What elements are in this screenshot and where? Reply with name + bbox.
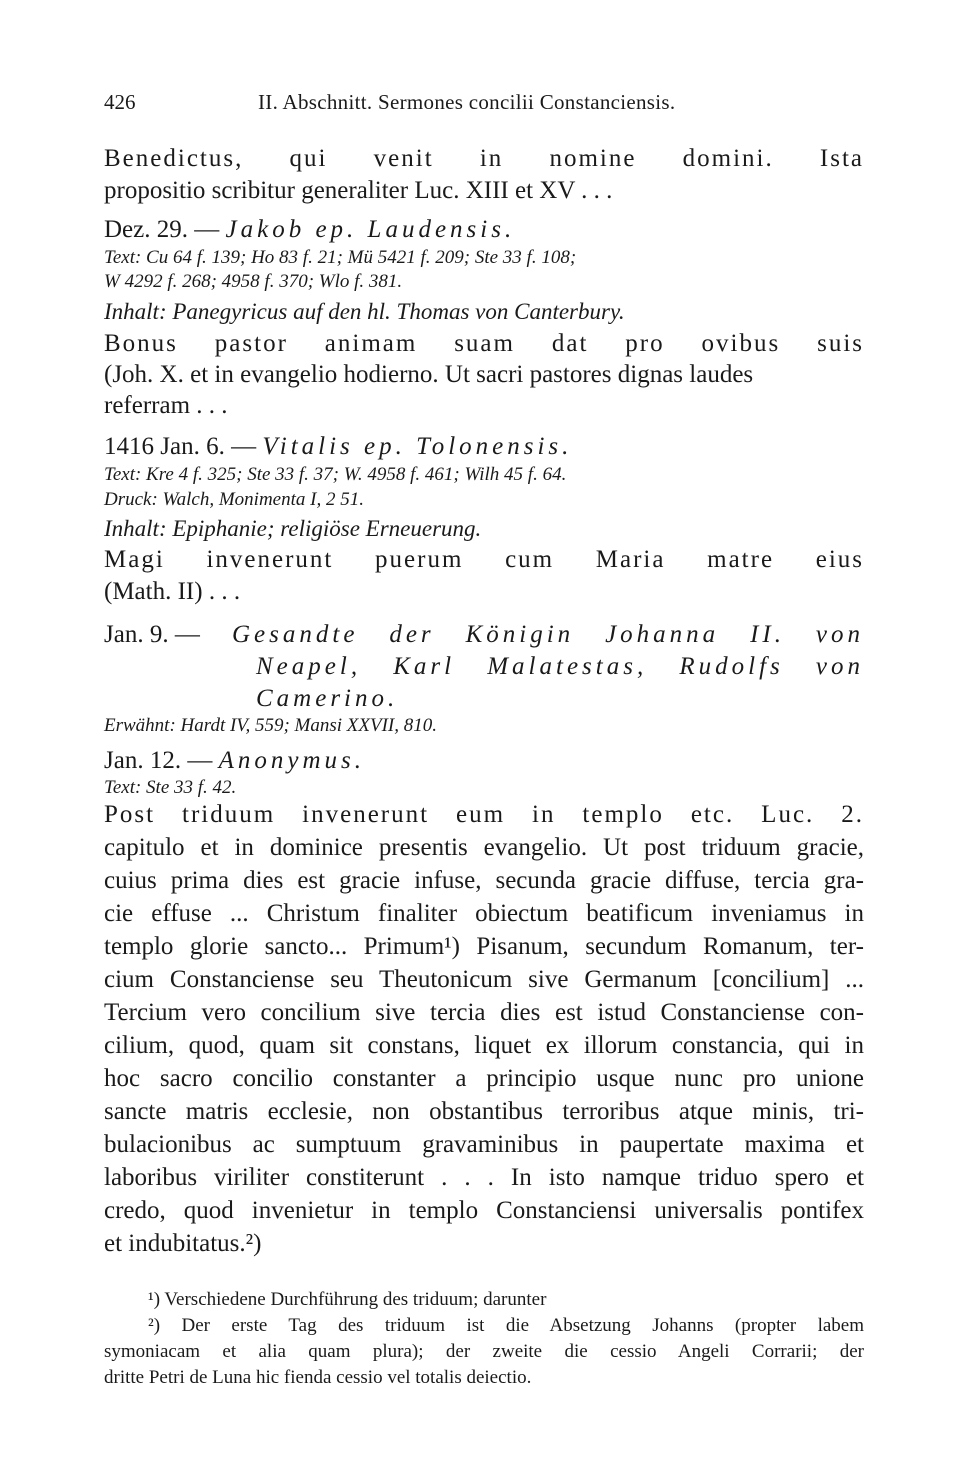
entry-incipit: referram . . . — [104, 392, 228, 419]
entry-incipit: (Joh. X. et in evangelio hodierno. Ut sacri pastores dignas laudes — [104, 361, 754, 388]
footnote: dritte Petri de Luna hic fienda cessio vel totalis deiectio. — [104, 1367, 532, 1388]
body-line: cilium, quod, quam sit constans, liquet ex illorum constancia, qui in — [104, 1032, 864, 1059]
entry-heading — [104, 434, 864, 459]
text-sources: Text: Ste 33 f. 42. — [104, 777, 237, 798]
entry-date: Dez. 29. — — [104, 216, 220, 243]
body-line: credo, quod invenietur in templo Constanciensi universalis pontifex — [104, 1197, 864, 1224]
body-line: laboribus viriliter constiterunt . . . In isto namque triduo spero et — [104, 1164, 864, 1191]
entry-incipit: Magi invenerunt puerum cum Maria matre eius — [104, 546, 864, 573]
body-line: cium Constanciense seu Theutonicum sive Germanum [concilium] ... — [104, 966, 864, 993]
preacher-name: Anonymus. — [218, 747, 365, 774]
body-line: cuius prima dies est gracie infuse, secunda gracie diffuse, tercia gra- — [104, 867, 864, 894]
body-line: hoc sacro concilio constanter a principio usque nunc pro unione — [104, 1065, 864, 1092]
inhalt-line: Inhalt: Epiphanie; religiöse Erneuerung. — [104, 516, 482, 541]
entry-date: Jan. 9. — — [104, 621, 200, 648]
body-line: capitulo et in dominice presentis evangelio. Ut post triduum gracie, — [104, 834, 864, 861]
preacher-name: Jakob ep. Laudensis. — [225, 216, 516, 243]
body-line: templo glorie sancto... Primum¹) Pisanum, secundum Romanum, ter- — [104, 933, 864, 960]
body-line: et indubitatus.²) — [104, 1230, 262, 1257]
entry-heading — [104, 748, 864, 773]
footnote: ¹) Verschiedene Durchführung des triduum; darunter — [148, 1289, 547, 1310]
preacher-name: Gesandte der Königin Johanna II. von — [232, 621, 864, 648]
text-sources: W 4292 f. 268; 4958 f. 370; Wlo f. 381. — [104, 271, 403, 292]
erwaehnt-line: Erwähnt: Hardt IV, 559; Mansi XXVII, 810. — [104, 715, 438, 736]
body-line: sancte matris ecclesie, non obstantibus terroribus atque minis, tri- — [104, 1098, 864, 1125]
body-line: Post triduum invenerunt eum in templo etc. Luc. 2. — [104, 801, 864, 828]
footnote: symoniacam et alia quam plura); der zweite die cessio Angeli Corrarii; der — [104, 1341, 864, 1362]
body-line: bulacionibus ac sumptuum gravaminibus in paupertate maxima et — [104, 1131, 864, 1158]
entry-incipit: (Math. II) . . . — [104, 578, 241, 605]
entry-incipit: propositio scribitur generaliter Luc. XIII et XV . . . — [104, 177, 613, 204]
text-sources: Text: Cu 64 f. 139; Ho 83 f. 21; Mü 5421 f. 209; Ste 33 f. 108; — [104, 247, 577, 268]
entry-date: 1416 Jan. 6. — — [104, 433, 257, 460]
inhalt-line: Inhalt: Panegyricus auf den hl. Thomas von Canterbury. — [104, 299, 625, 324]
running-title: II. Abschnitt. Sermones concilii Constanciensis. — [258, 90, 676, 114]
footnote: ²) Der erste Tag des triduum ist die Absetzung Johanns (propter labem — [148, 1315, 864, 1336]
body-line: cie effuse ... Christum finaliter obiectum beatificum inveniamus in — [104, 900, 864, 927]
preacher-name: Vitalis ep. Tolonensis. — [262, 433, 573, 460]
entry-incipit: Benedictus, qui venit in nomine domini. Ista — [104, 145, 864, 172]
preacher-name: Camerino. — [256, 685, 399, 712]
page-number: 426 — [104, 90, 136, 114]
entry-incipit: Bonus pastor animam suam dat pro ovibus suis — [104, 330, 864, 357]
entry-date: Jan. 12. — — [104, 747, 213, 774]
entry-heading — [104, 217, 864, 242]
text-sources: Text: Kre 4 f. 325; Ste 33 f. 37; W. 4958 f. 461; Wilh 45 f. 64. — [104, 464, 567, 485]
preacher-name: Neapel, Karl Malatestas, Rudolfs von — [256, 653, 864, 680]
body-line: Tercium vero concilium sive tercia dies est istud Constanciense con- — [104, 999, 864, 1026]
druck-line: Druck: Walch, Monimenta I, 2 51. — [104, 489, 364, 510]
